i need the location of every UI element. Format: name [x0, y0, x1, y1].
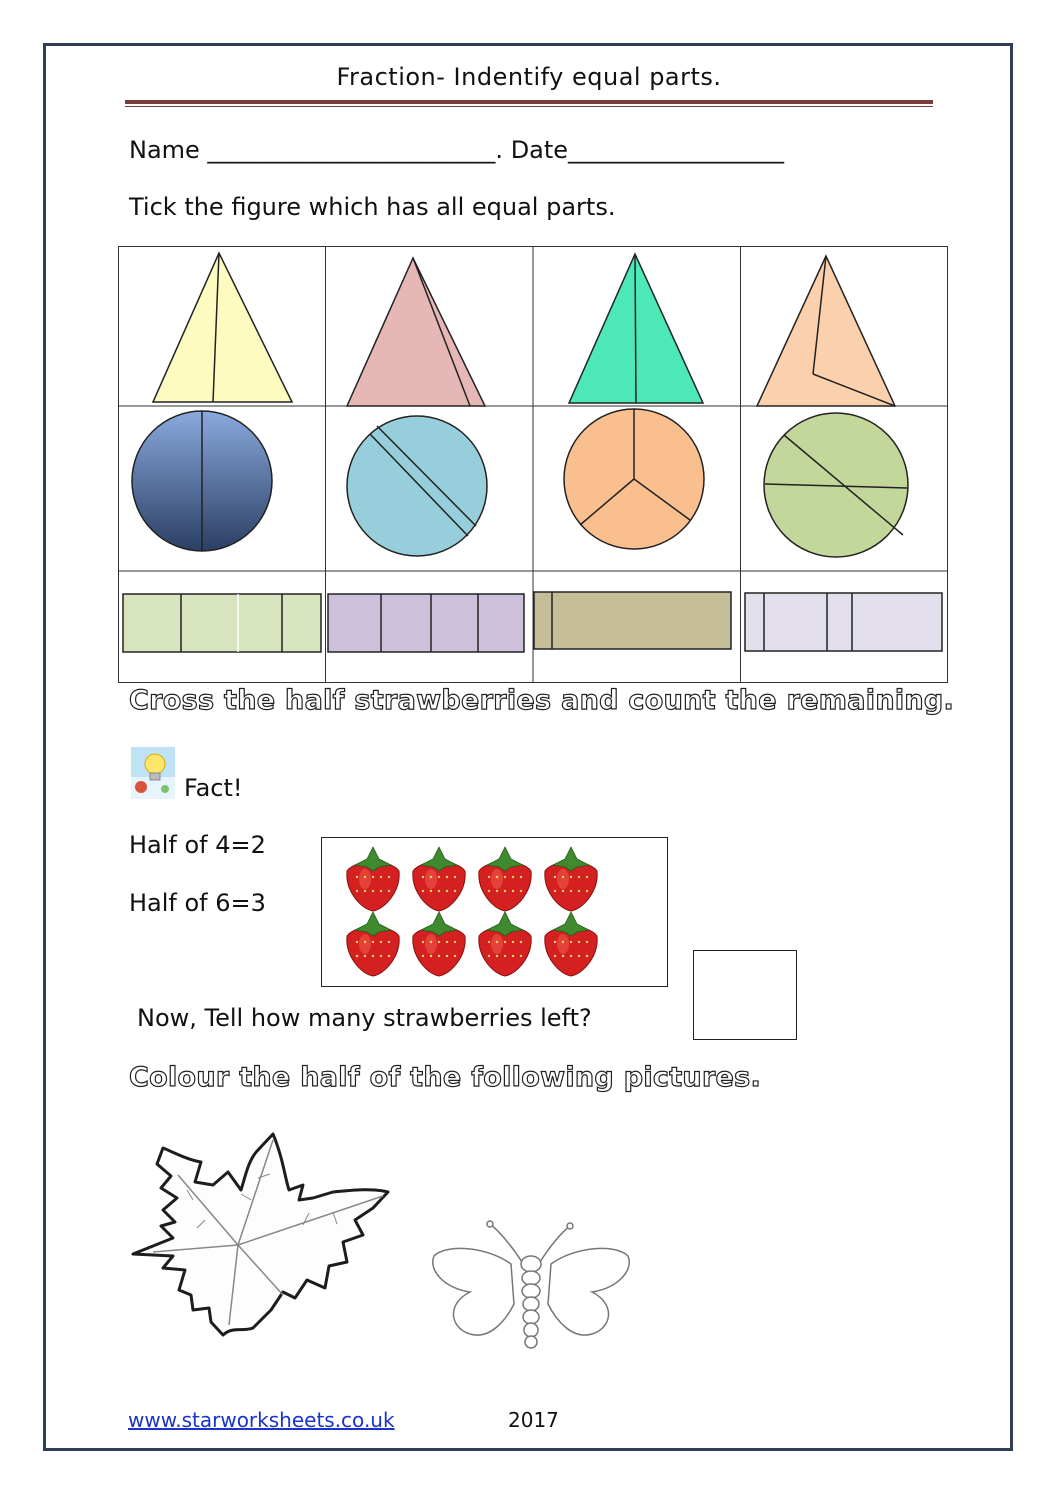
strawberry-icon[interactable]	[413, 847, 465, 911]
strawberry-icon[interactable]	[479, 912, 531, 976]
fact-line-1: Half of 4=2	[129, 831, 266, 859]
triangle-1-equal-halves[interactable]	[153, 253, 292, 402]
footer-year: 2017	[508, 1408, 559, 1432]
question-strawberries-left: Now, Tell how many strawberries left?	[137, 1004, 592, 1032]
triangle-2-unequal[interactable]	[347, 258, 485, 406]
strawberry-icon[interactable]	[545, 847, 597, 911]
triangle-4-unequal[interactable]	[757, 256, 895, 406]
strawberry-icon[interactable]	[413, 912, 465, 976]
section-heading-colour-half: Colour the half of the following pictures.	[129, 1062, 762, 1093]
strawberry-icon[interactable]	[545, 912, 597, 976]
title-rule	[125, 100, 933, 104]
fact-line-2: Half of 6=3	[129, 889, 266, 917]
bar-2-four-parts[interactable]	[328, 594, 524, 652]
name-date-line[interactable]: Name ________________________. Date__________________	[129, 136, 785, 164]
circle-3-equal-thirds[interactable]	[564, 409, 704, 549]
butterfly-icon[interactable]	[426, 1216, 636, 1356]
instruction-tick: Tick the figure which has all equal parts.	[129, 193, 616, 221]
strawberry-group	[321, 837, 668, 987]
circle-2-unequal[interactable]	[347, 416, 487, 556]
bar-3-unequal[interactable]	[534, 592, 731, 649]
lightbulb-icon	[131, 747, 175, 799]
bar-4-unequal[interactable]	[745, 593, 942, 651]
bar-1-four-parts[interactable]	[123, 594, 321, 652]
shapes-grid	[118, 246, 948, 684]
website-link[interactable]: www.starworksheets.co.uk	[128, 1408, 395, 1432]
worksheet-title: Fraction- Indentify equal parts.	[336, 63, 722, 91]
fact-label: Fact!	[184, 774, 243, 802]
circle-1-equal-halves[interactable]	[132, 411, 272, 551]
circle-4-unequal[interactable]	[764, 413, 908, 557]
maple-leaf-icon[interactable]	[133, 1130, 393, 1340]
strawberry-icon[interactable]	[347, 912, 399, 976]
strawberry-icon[interactable]	[479, 847, 531, 911]
section-heading-strawberries: Cross the half strawberries and count the remaining.	[129, 685, 955, 716]
answer-box[interactable]	[693, 950, 797, 1040]
title-rule-thin	[125, 106, 933, 107]
triangle-3-equal-halves[interactable]	[569, 254, 703, 403]
strawberry-icon[interactable]	[347, 847, 399, 911]
